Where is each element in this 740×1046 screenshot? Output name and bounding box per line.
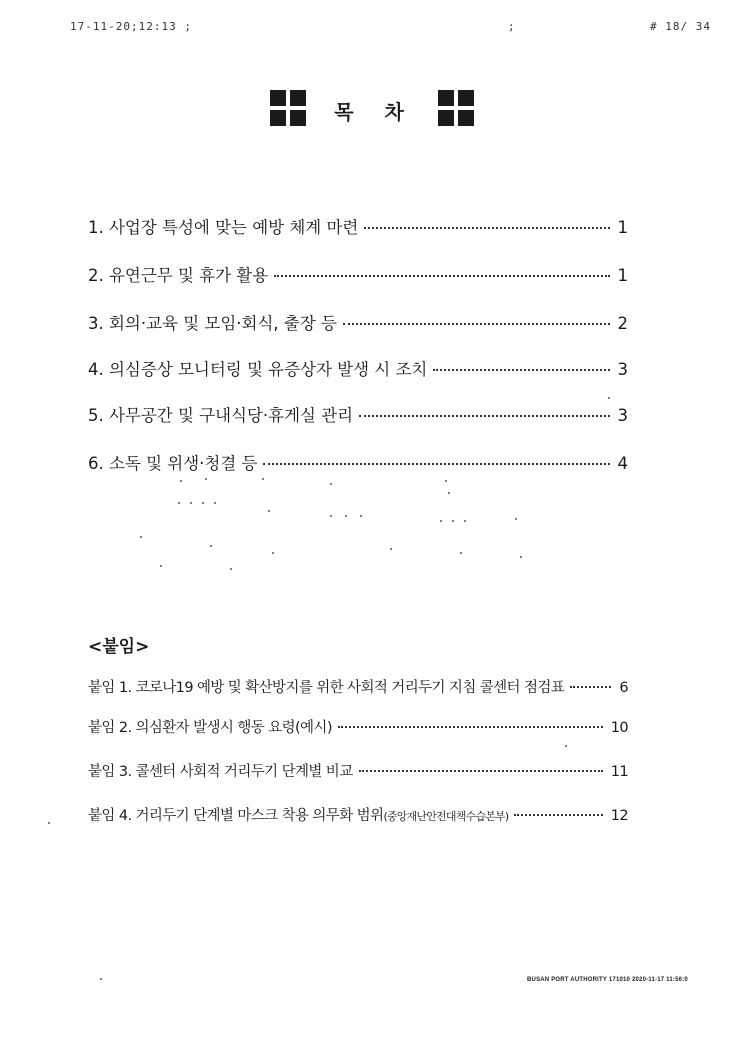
toc-entry-page: 3 bbox=[617, 406, 628, 425]
fax-footer: BUSAN PORT AUTHORITY 171010 2020-11-17 11:56:0 bbox=[527, 977, 688, 983]
appendix-entry-page: 11 bbox=[610, 764, 628, 780]
appendix-entry-note: (중앙재난안전대책수습본부) bbox=[383, 810, 509, 823]
title-decoration-left-icon bbox=[270, 90, 308, 128]
toc-entry-label: 3. 회의·교육 및 모임·회식, 출장 등 bbox=[88, 314, 337, 333]
dot-leader bbox=[263, 463, 609, 465]
dot-leader bbox=[343, 323, 610, 325]
dot-leader bbox=[359, 415, 609, 417]
title-decoration-right-icon bbox=[438, 90, 476, 128]
appendix-entry-page: 12 bbox=[610, 808, 628, 824]
toc-entry-label: 2. 유연근무 및 휴가 활용 bbox=[88, 266, 269, 285]
dot-leader bbox=[570, 686, 611, 688]
appendix-entry[interactable] bbox=[88, 676, 628, 700]
toc-entry[interactable] bbox=[88, 402, 628, 426]
toc-entry-page: 3 bbox=[617, 360, 628, 379]
toc-entry[interactable] bbox=[88, 450, 628, 474]
dot-leader bbox=[338, 726, 603, 728]
title-block bbox=[270, 90, 480, 132]
toc-entry-page: 2 bbox=[617, 314, 628, 333]
toc-entry-page: 1 bbox=[617, 218, 628, 237]
appendix-entry[interactable] bbox=[88, 760, 628, 784]
toc-entry[interactable] bbox=[88, 262, 628, 286]
toc-entry-label: 4. 의심증상 모니터링 및 유증상자 발생 시 조치 bbox=[88, 360, 428, 379]
fax-header-left: 17-11-20;12:13 ; bbox=[70, 20, 192, 33]
appendix-entry-label: 붙임 1. 코로나19 예방 및 확산방지를 위한 사회적 거리두기 지침 콜센터 점검표 bbox=[88, 680, 565, 696]
dot-leader bbox=[433, 369, 609, 371]
toc-entry-label: 1. 사업장 특성에 맞는 예방 체계 마련 bbox=[88, 218, 359, 237]
page-title: 목 차 bbox=[334, 100, 416, 124]
appendix-entry-page: 6 bbox=[619, 680, 628, 696]
appendix-entry-page: 10 bbox=[610, 720, 628, 736]
dot-leader bbox=[359, 770, 603, 772]
appendix-entry[interactable] bbox=[88, 716, 628, 740]
toc-entry-label: 6. 소독 및 위생·청결 등 bbox=[88, 454, 258, 473]
appendix-entry-label: 붙임 4. 거리두기 단계별 마스크 착용 의무화 범위 bbox=[88, 808, 384, 824]
dot-leader bbox=[364, 227, 609, 229]
appendix-entry[interactable] bbox=[88, 804, 628, 828]
toc-entry[interactable] bbox=[88, 356, 628, 380]
fax-header-page-counter: # 18/ 34 bbox=[650, 20, 711, 33]
toc-entry-page: 1 bbox=[617, 266, 628, 285]
fax-header-middle: ; bbox=[508, 20, 515, 33]
appendix-entry-label: 붙임 3. 콜센터 사회적 거리두기 단계별 비교 bbox=[88, 764, 353, 780]
dot-leader bbox=[514, 814, 602, 816]
appendix-heading: <붙임> bbox=[88, 637, 150, 657]
toc-entry-page: 4 bbox=[617, 454, 628, 473]
toc-entry[interactable] bbox=[88, 310, 628, 334]
appendix-entry-label: 붙임 2. 의심환자 발생시 행동 요령(예시) bbox=[88, 720, 332, 736]
toc-entry-label: 5. 사무공간 및 구내식당·휴게실 관리 bbox=[88, 406, 354, 425]
dot-leader bbox=[274, 275, 609, 277]
toc-entry[interactable] bbox=[88, 214, 628, 238]
